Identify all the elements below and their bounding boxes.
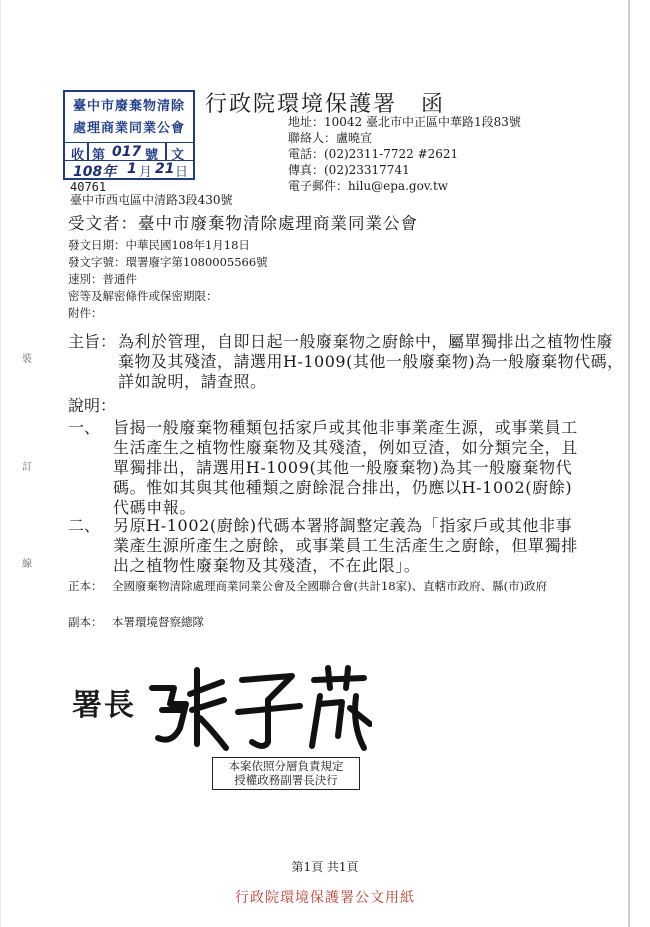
stamp-hao: 號 (145, 148, 159, 163)
stamp-divider (165, 142, 167, 160)
delegation-note-line1: 本案依照分層負責規定 (228, 759, 344, 773)
delivery-speed: 速別：普通件 (68, 272, 137, 286)
explanation-item-number: 一、 (68, 418, 101, 437)
delegation-note (212, 757, 360, 790)
stamp-receipt-row (65, 142, 193, 161)
binding-mark: 裝 (22, 354, 32, 365)
stamp-date-row (65, 160, 193, 180)
explanation-item-text: 旨揭一般廢棄物種類包括家戶或其他非事業產生源，或事業員工生活產生之植物性廢棄物及其殘渣，例如豆渣，如分類完全，且單獨排出，請選用H-1009(其他一般廢棄物)為其一般廢棄物代碼。惟如其與其他種類之廚餘混合排出，仍應以H-1002(廚餘)代碼申報。 (113, 418, 578, 517)
stamp-receipt-word: 收 (71, 148, 85, 163)
stamp-ri: 日 (175, 165, 189, 180)
subject-text: 為利於管理，自即日起一般廢棄物之廚餘中，屬單獨排出之植物性廢棄物及其殘渣，請選用H-1009(其他一般廢棄物)為一般廢棄物代碼，詳如說明，請查照。 (118, 332, 624, 391)
attachments: 附件： (68, 306, 103, 320)
secrecy-level: 密等及解密條件或保密期限： (68, 289, 218, 303)
document-number: 發文字號：環署廢字第1080005566號 (68, 255, 268, 269)
stamp-yue: 月 (139, 165, 153, 180)
scan-right-edge (628, 0, 630, 927)
document-title: 行政院環境保護署 函 (205, 92, 446, 117)
contact-email: 電子郵件：hilu@epa.gov.tw (288, 179, 449, 193)
recipient-zip: 40761 (70, 180, 107, 194)
stamp-di: 第 (92, 148, 106, 163)
cc-copy-text: 本署環境督察總隊 (112, 615, 204, 629)
stamp-divider (87, 142, 89, 160)
receipt-stamp (63, 90, 195, 180)
page-number: 第1頁 共1頁 (291, 860, 359, 874)
recipient-address: 臺中市西屯區中清路3段430號 (70, 193, 233, 207)
subject-label: 主旨： (68, 332, 117, 351)
sender-address: 地址：10042 臺北市中正區中華路1段83號 (288, 115, 521, 129)
cc-main-text: 全國廢棄物清除處理商業同業公會及全國聯合會(共計18家)、直轄市政府、縣(市)政府 (112, 579, 548, 593)
cc-main-label: 正本： (68, 579, 103, 593)
stamp-date-day: 21 (155, 161, 175, 177)
contact-phone: 電話：(02)2311-7722 #2621 (288, 147, 459, 161)
delegation-note-line2: 授權政務副署長決行 (234, 773, 338, 787)
recipient-line: 受文者：臺中市廢棄物清除處理商業同業公會 (68, 214, 418, 233)
cc-copy-label: 副本： (68, 615, 103, 629)
contact-fax: 傳真：(02)23317741 (288, 163, 410, 177)
issue-date: 發文日期：中華民國108年1月18日 (68, 238, 250, 252)
stamp-date-month: 1 (127, 161, 137, 177)
explanation-item-number: 二、 (68, 516, 101, 535)
signatory-title: 署長 (72, 688, 136, 723)
binding-mark: 訂 (22, 462, 32, 473)
explanation-label: 說明： (68, 396, 117, 415)
stamp-wen: 文 (171, 148, 185, 163)
explanation-item-text: 另原H-1002(廚餘)代碼本署將調整定義為「指家戶或其他非事業產生源所產生之廚餘，或事業員工生活產生之廚餘，但單獨排出之植物性廢棄物及其殘渣，不在此限」。 (113, 516, 578, 575)
contact-person: 聯絡人：盧曉宣 (288, 131, 373, 145)
stamp-receipt-number: 017 (112, 144, 142, 160)
handwritten-signature (142, 658, 372, 753)
stamp-org-line2: 處理商業同業公會 (72, 121, 185, 136)
binding-mark: 線 (22, 559, 32, 570)
stamp-org-line1: 臺中市廢棄物清除 (72, 99, 185, 114)
paper-footer: 行政院環境保護署公文用紙 (235, 890, 415, 906)
stamp-date-year: 108年 (73, 164, 117, 180)
scan-left-edge (0, 0, 1, 927)
